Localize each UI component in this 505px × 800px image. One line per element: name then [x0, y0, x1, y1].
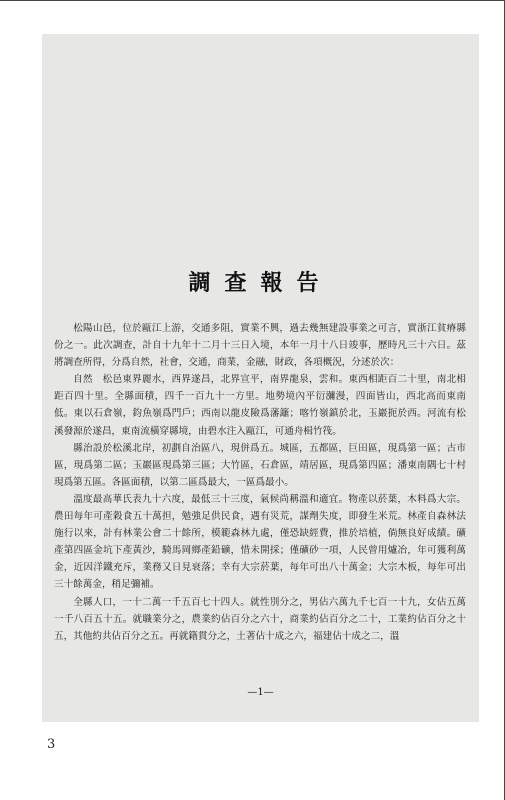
page-top-border [0, 0, 505, 1]
document-body [54, 320, 466, 645]
paragraph-climate-products: 溫度最高華氏表九十六度，最低三十三度，氣候尚稱溫和適宜。物產以菸葉，木料爲大宗。農田每年可產穀食五十萬担，勉強足供民食，遇有災荒，謀劑失度，即發生米荒。林產自森林法施行以來，計有林業公會二十餘所，模範森林九處，僅恐缺經費，推於培植，倘無良好成績。礦產第四區金坑下產黃沙，騎馬岡鄉產鉛礦，惜未開採；僅礦砂一項，人民曾用爐冶，年可獲利萬金，近因洋鐵充斥，業務又日見衰落；幸有大宗菸葉，每年可出八十萬金；大宗木板，每年可出三十餘萬金，稍足彌補。 [54, 493, 466, 591]
paragraph-intro: 松陽山邑，位於甌江上游，交通多阻，實業不興，過去幾無建設事業之可言，實浙江貧瘠縣份之一。此次調查，計自十九年十二月十三日入境，本年一月十八日竣事，歷時凡三十六日。茲將調查所得，分爲自然，社會，交通，商業，金融，財政，各項概況，分述於次： [54, 323, 466, 369]
paragraph-districts: 縣治設於松溪北岸，初劃自治區八，現併爲五。城區，五都區，巨田區，現爲第一區；古市區，現爲第二區；玉巖區現爲第三區；大竹區，石倉區，靖居區，現爲第四區；潘東南隅七十村現爲第五區。各區面積，以第二區爲最大，一區爲最小。 [54, 442, 466, 488]
paragraph-nature: 自然 松邑東界麗水，西界遂昌，北界宣平，南界龍泉，雲和。東西相距百二十里，南北相距百四十里。全縣面積，四千一百九十一方里。地勢境內平衍瀰漫，四面皆山，西北高而東南低。東以石倉嶺，鈞魚嶺爲門戶；西南以龍皮險爲藩籬；喀竹嶺鎮於北，玉巖扼於西。河流有松溪發源於遂昌，東南流橫穿縣境，由碧水注入甌江，可通舟楫竹筏。 [54, 374, 466, 437]
scanned-page-image [42, 34, 479, 722]
paragraph-population: 全縣人口，一十二萬一千五百七十四人。就性別分之，男佔六萬九千七百一十九，女佔五萬一千八百五十五。就職業分之，農業約佔百分之六十，商業約佔百分之二十，工業約佔百分之十五，其他約共佔百分之五。再就籍貫分之，土著佔十成之六，福建佔十成之二，溫 [54, 596, 466, 642]
scan-folio: —1— [247, 687, 274, 698]
document-title: 調查報告 [188, 270, 333, 296]
page-number: 3 [47, 737, 56, 752]
